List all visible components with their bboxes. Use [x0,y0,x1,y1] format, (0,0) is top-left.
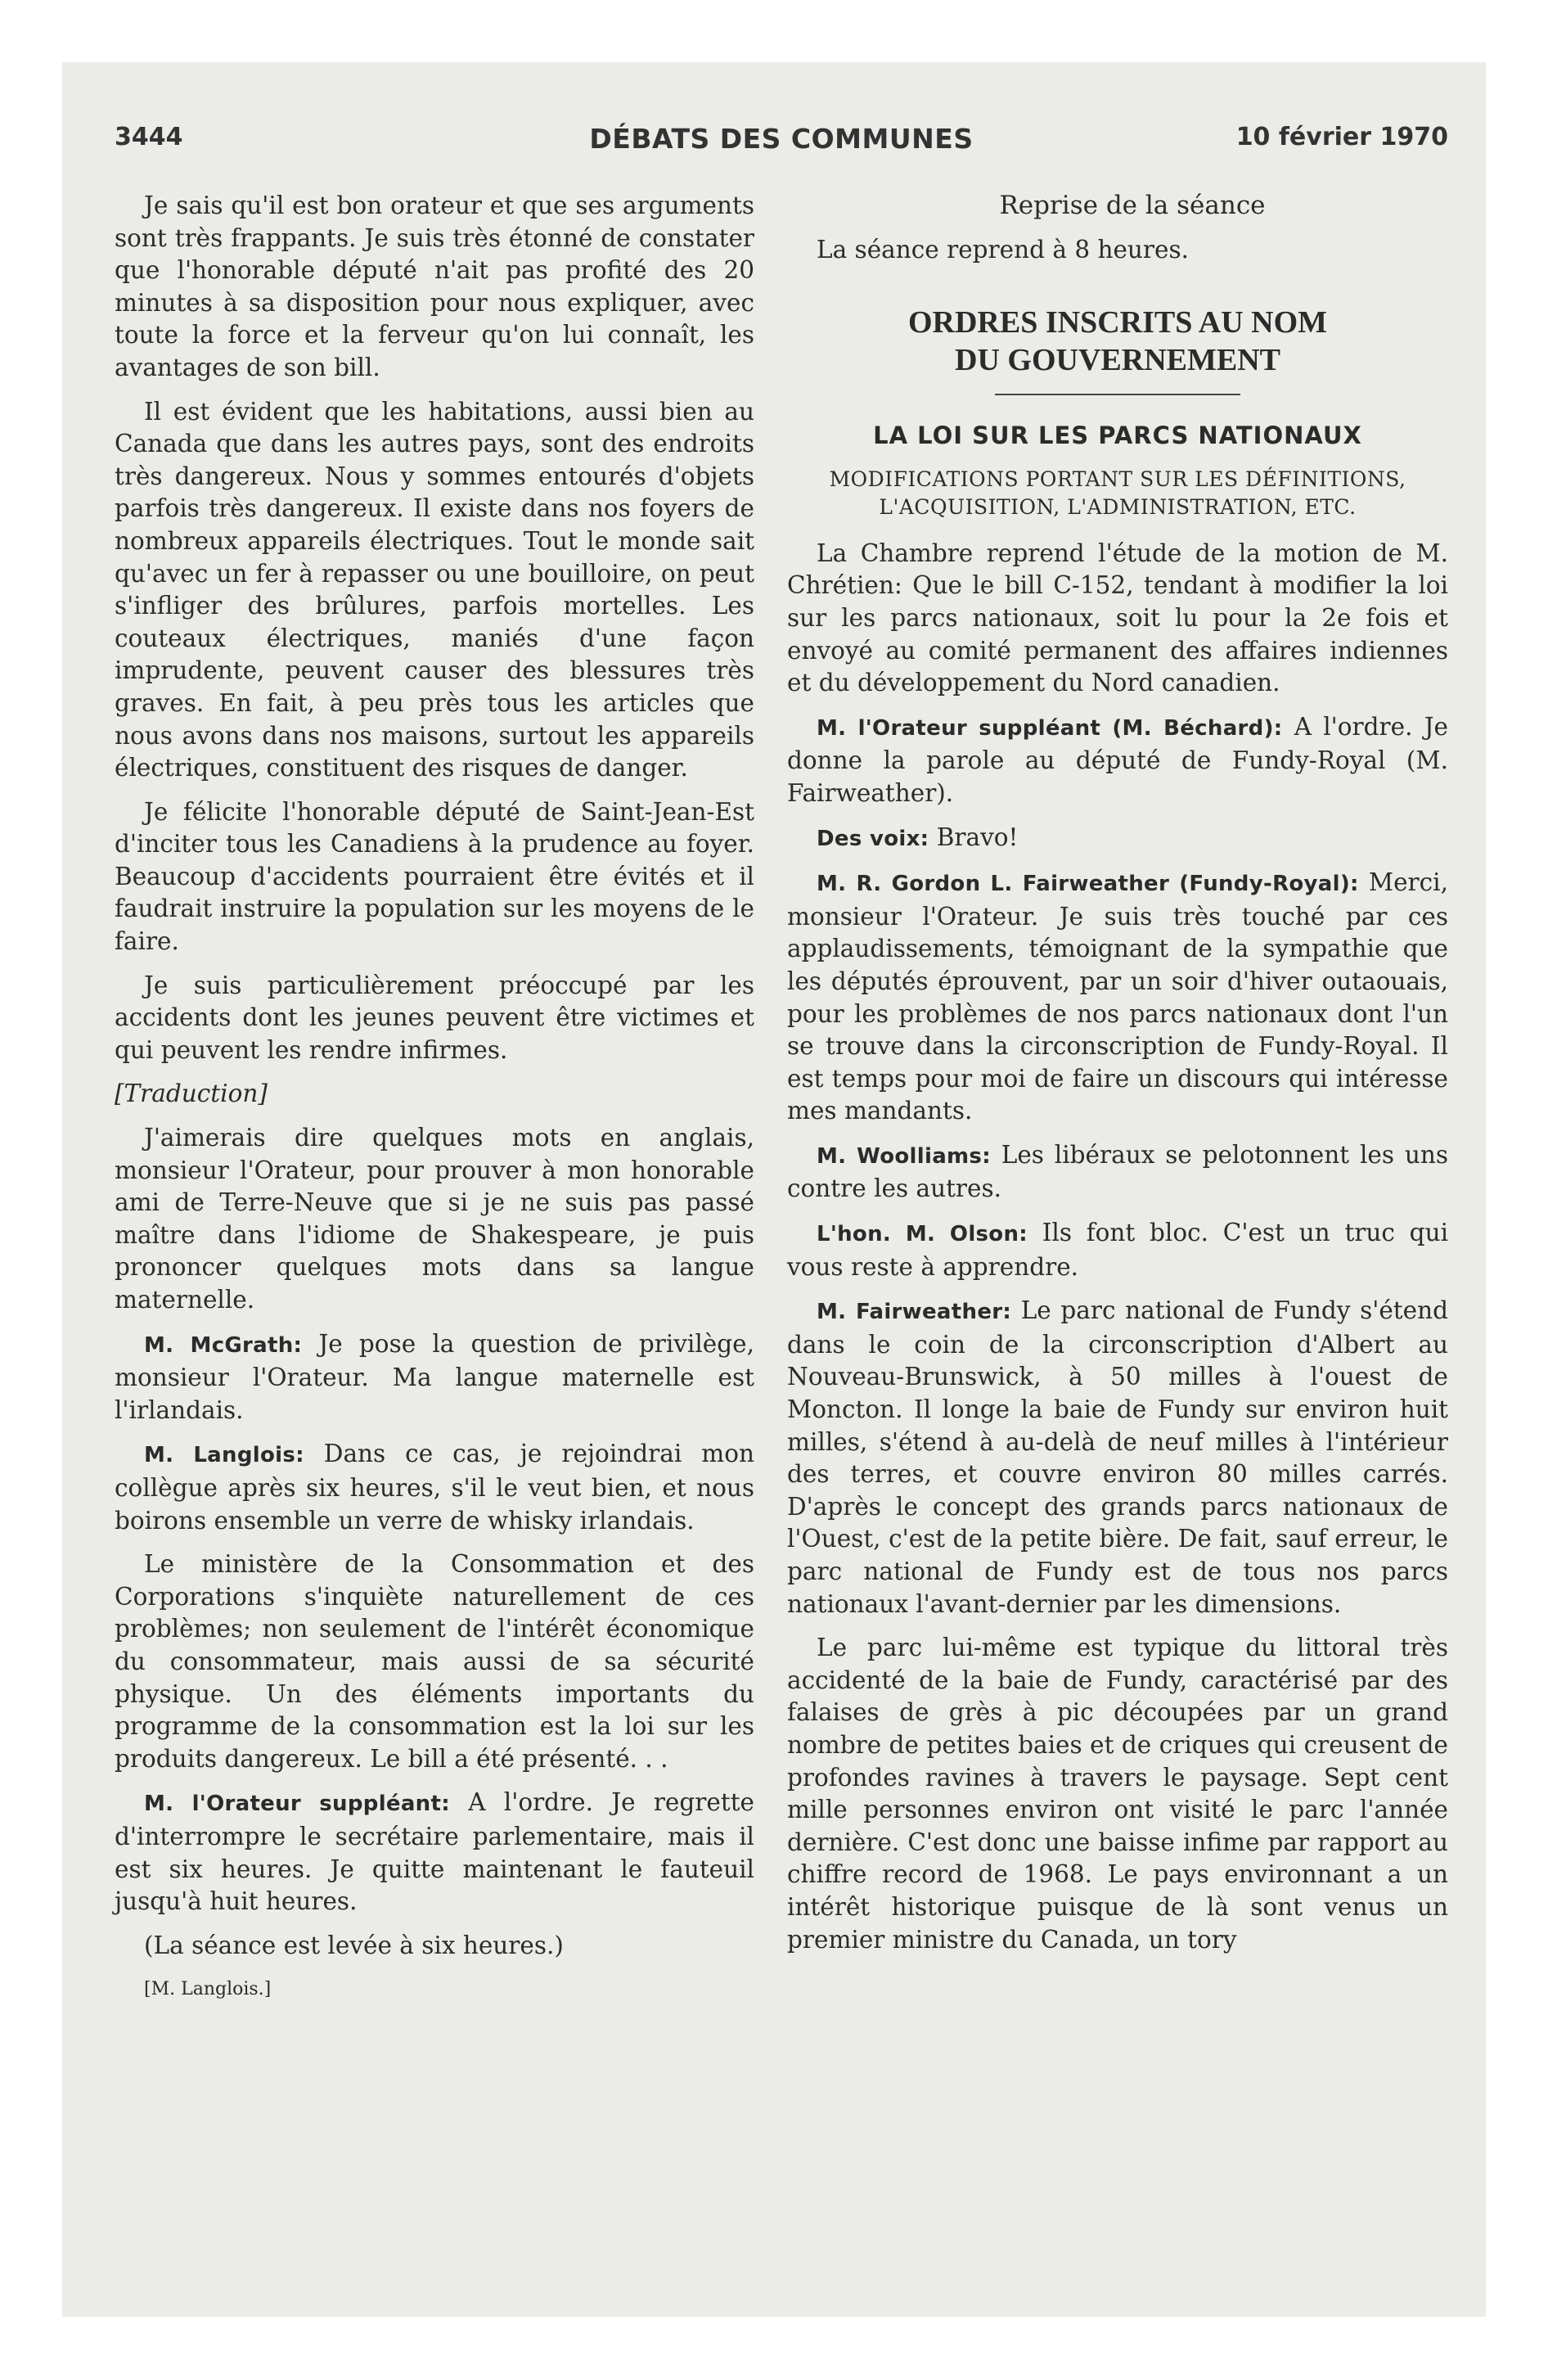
left-column [115,190,754,2017]
speech [787,822,1448,856]
page-date: 10 février 1970 [1235,123,1448,151]
orders-heading-line: DU GOUVERNEMENT [955,343,1280,378]
speech-text: A l'ordre. Je regrette d'interrompre le secrétaire parlementaire, mais il est six heures. Je quitte maintenant le fauteuil jusqu'à huit heures. [115,1788,755,1916]
speech [787,1139,1448,1206]
speech [787,711,1448,810]
paragraph: Je sais qu'il est bon orateur et que ses arguments sont très frappants. Je suis très étonné de constater que l'honorable député n'ait pas profité des 20 minutes à sa disposition pour nous expliquer, avec toute la force et la ferveur qu'on lui connaît, les avantages de son bill. [115,192,754,381]
paragraph: J'aimerais dire quelques mots en anglais, monsieur l'Orateur, pour prouver à mon honorable ami de Terre-Neuve que si je ne suis pas passé maître dans l'idiome de Shakespeare, je puis prononcer quelques mots dans sa langue maternelle. [115,1124,754,1314]
section-heading-reprise: Reprise de la séance [999,191,1266,220]
speech-text: Bravo! [929,823,1019,851]
speech-text: Le parc national de Fundy s'étend dans le coin de la circonscription d'Albert au Nouveau-Brunswick, à 50 milles à l'ouest de Moncton. Il longe la baie de Fundy sur environ huit milles, s'étend à au-delà de neuf milles à l'intérieur des terres, et couvre environ 80 milles carrés. D'après le concept des grands parcs nationaux de l'Ouest, c'est de la petite bière. De fait, sauf erreur, le parc national de Fundy est de tous nos parcs nationaux l'avant-dernier par les dimensions. [787,1296,1448,1618]
orders-heading-line: ORDRES INSCRITS AU NOM [907,305,1328,340]
bill-heading: LA LOI SUR LES PARCS NATIONAUX [873,421,1362,450]
speech-text: Merci, monsieur l'Orateur. Je suis très touché par ces applaudissements, témoignant de la sympathie que les députés éprouvent, par un soir d'hiver outaouais, pour les problèmes de nos parcs nationaux dont l'un se trouve dans la circonscription de Fundy-Royal. Il est temps pour moi de faire un discours qui intéresse mes mandants. [787,868,1448,1125]
speaker-name: M. R. Gordon L. Fairweather (Fundy-Royal): [817,872,1359,897]
publication-title: DÉBATS DES COMMUNES [589,123,974,155]
paragraph: Je félicite l'honorable député de Saint-Jean-Est d'inciter tous les Canadiens à la prudence au foyer. Beaucoup d'accidents pourraient être évités et il faudrait instruire la population sur les moyens de le faire. [115,797,754,956]
traduction-note: [Traduction] [115,1080,268,1108]
speech-text: Je pose la question de privilège, monsieur l'Orateur. Ma langue maternelle est l'irlandais. [115,1329,754,1424]
speaker-name: M. l'Orateur suppléant: [144,1792,450,1817]
bill-subheading: MODIFICATIONS PORTANT SUR LES DÉFINITIONS, L'ACQUISITION, L'ADMINISTRATION, ETC. [829,467,1406,519]
paragraph: Le parc lui-même est typique du littoral très accidenté de la baie de Fundy, caractérisé par des falaises de grès à pic découpées par un grand nombre de petites baies et de criques qui creusent de profondes ravines à travers le paysage. Sept cent mille personnes environ ont visité le parc l'année dernière. C'est donc une baisse infime par rapport au chiffre record de 1968. Le pays environnant a un intérêt historique puisque de là sont venus un premier ministre du Canada, un tory [787,1634,1448,1954]
heading-rule [995,394,1240,395]
speech [115,1438,754,1537]
right-column [787,190,1448,1968]
paragraph: Le ministère de la Consommation et des Corporations s'inquiète naturellement de ces problèmes; non seulement de l'intérêt économique du consommateur, mais aussi de sa sécurité physique. Un des éléments importants du programme de la consommation est la loi sur les produits dangereux. Le bill a été présenté. . . [115,1550,754,1773]
paragraph: La Chambre reprend l'étude de la motion de M. Chrétien: Que le bill C-152, tendant à modifier la loi sur les parcs nationaux, soit lu pour la 2e fois et envoyé au comité permanent des affaires indiennes et du développement du Nord canadien. [787,539,1448,697]
page-header [115,123,1448,172]
speech [787,1295,1448,1620]
speech-text: Ils font bloc. C'est un truc qui vous reste à apprendre. [787,1219,1448,1281]
page-number: 3444 [115,123,183,151]
paragraph: La séance reprend à 8 heures. [817,235,1190,264]
speaker-name: M. Fairweather: [817,1300,1012,1325]
speech [787,1217,1448,1283]
speech [115,1328,754,1427]
speaker-name: M. l'Orateur suppléant (M. Béchard): [817,715,1283,741]
footer-speaker-note: [M. Langlois.] [144,1979,272,2000]
speaker-name: M. Langlois: [144,1443,304,1468]
speech [115,1787,754,1918]
speaker-name: Des voix: [817,826,929,851]
speech-text: Dans ce cas, je rejoindrai mon collègue après six heures, s'il le veut bien, et nous boirons ensemble un verre de whisky irlandais. [115,1440,754,1535]
speech-text: A l'ordre. Je donne la parole au député de Fundy-Royal (M. Fairweather). [787,712,1448,807]
paragraph: Je suis particulièrement préoccupé par les accidents dont les jeunes peuvent être victimes et qui peuvent les rendre infirmes. [115,971,754,1064]
orders-heading [787,304,1448,379]
speech-text: Les libéraux se pelotonnent les uns contre les autres. [787,1140,1448,1203]
speech [787,867,1448,1128]
speaker-name: M. Woolliams: [817,1143,991,1169]
paragraph: Il est évident que les habitations, aussi bien au Canada que dans les autres pays, sont des endroits très dangereux. Nous y sommes entourés d'objets parfois très dangereux. Il existe dans nos foyers de nombreux appareils électriques. Tout le monde sait qu'avec un fer à repasser ou une bouilloire, on peut s'infliger des brûlures, parfois mortelles. Les couteaux électriques, maniés d'une façon imprudente, peuvent causer des blessures très graves. En fait, à peu près tous les articles que nous avons dans nos maisons, surtout les appareils électriques, constituent des risques de danger. [115,397,754,782]
speaker-name: M. McGrath: [144,1332,303,1358]
speaker-name: L'hon. M. Olson: [817,1222,1028,1247]
paragraph: (La séance est levée à six heures.) [144,1931,564,1959]
